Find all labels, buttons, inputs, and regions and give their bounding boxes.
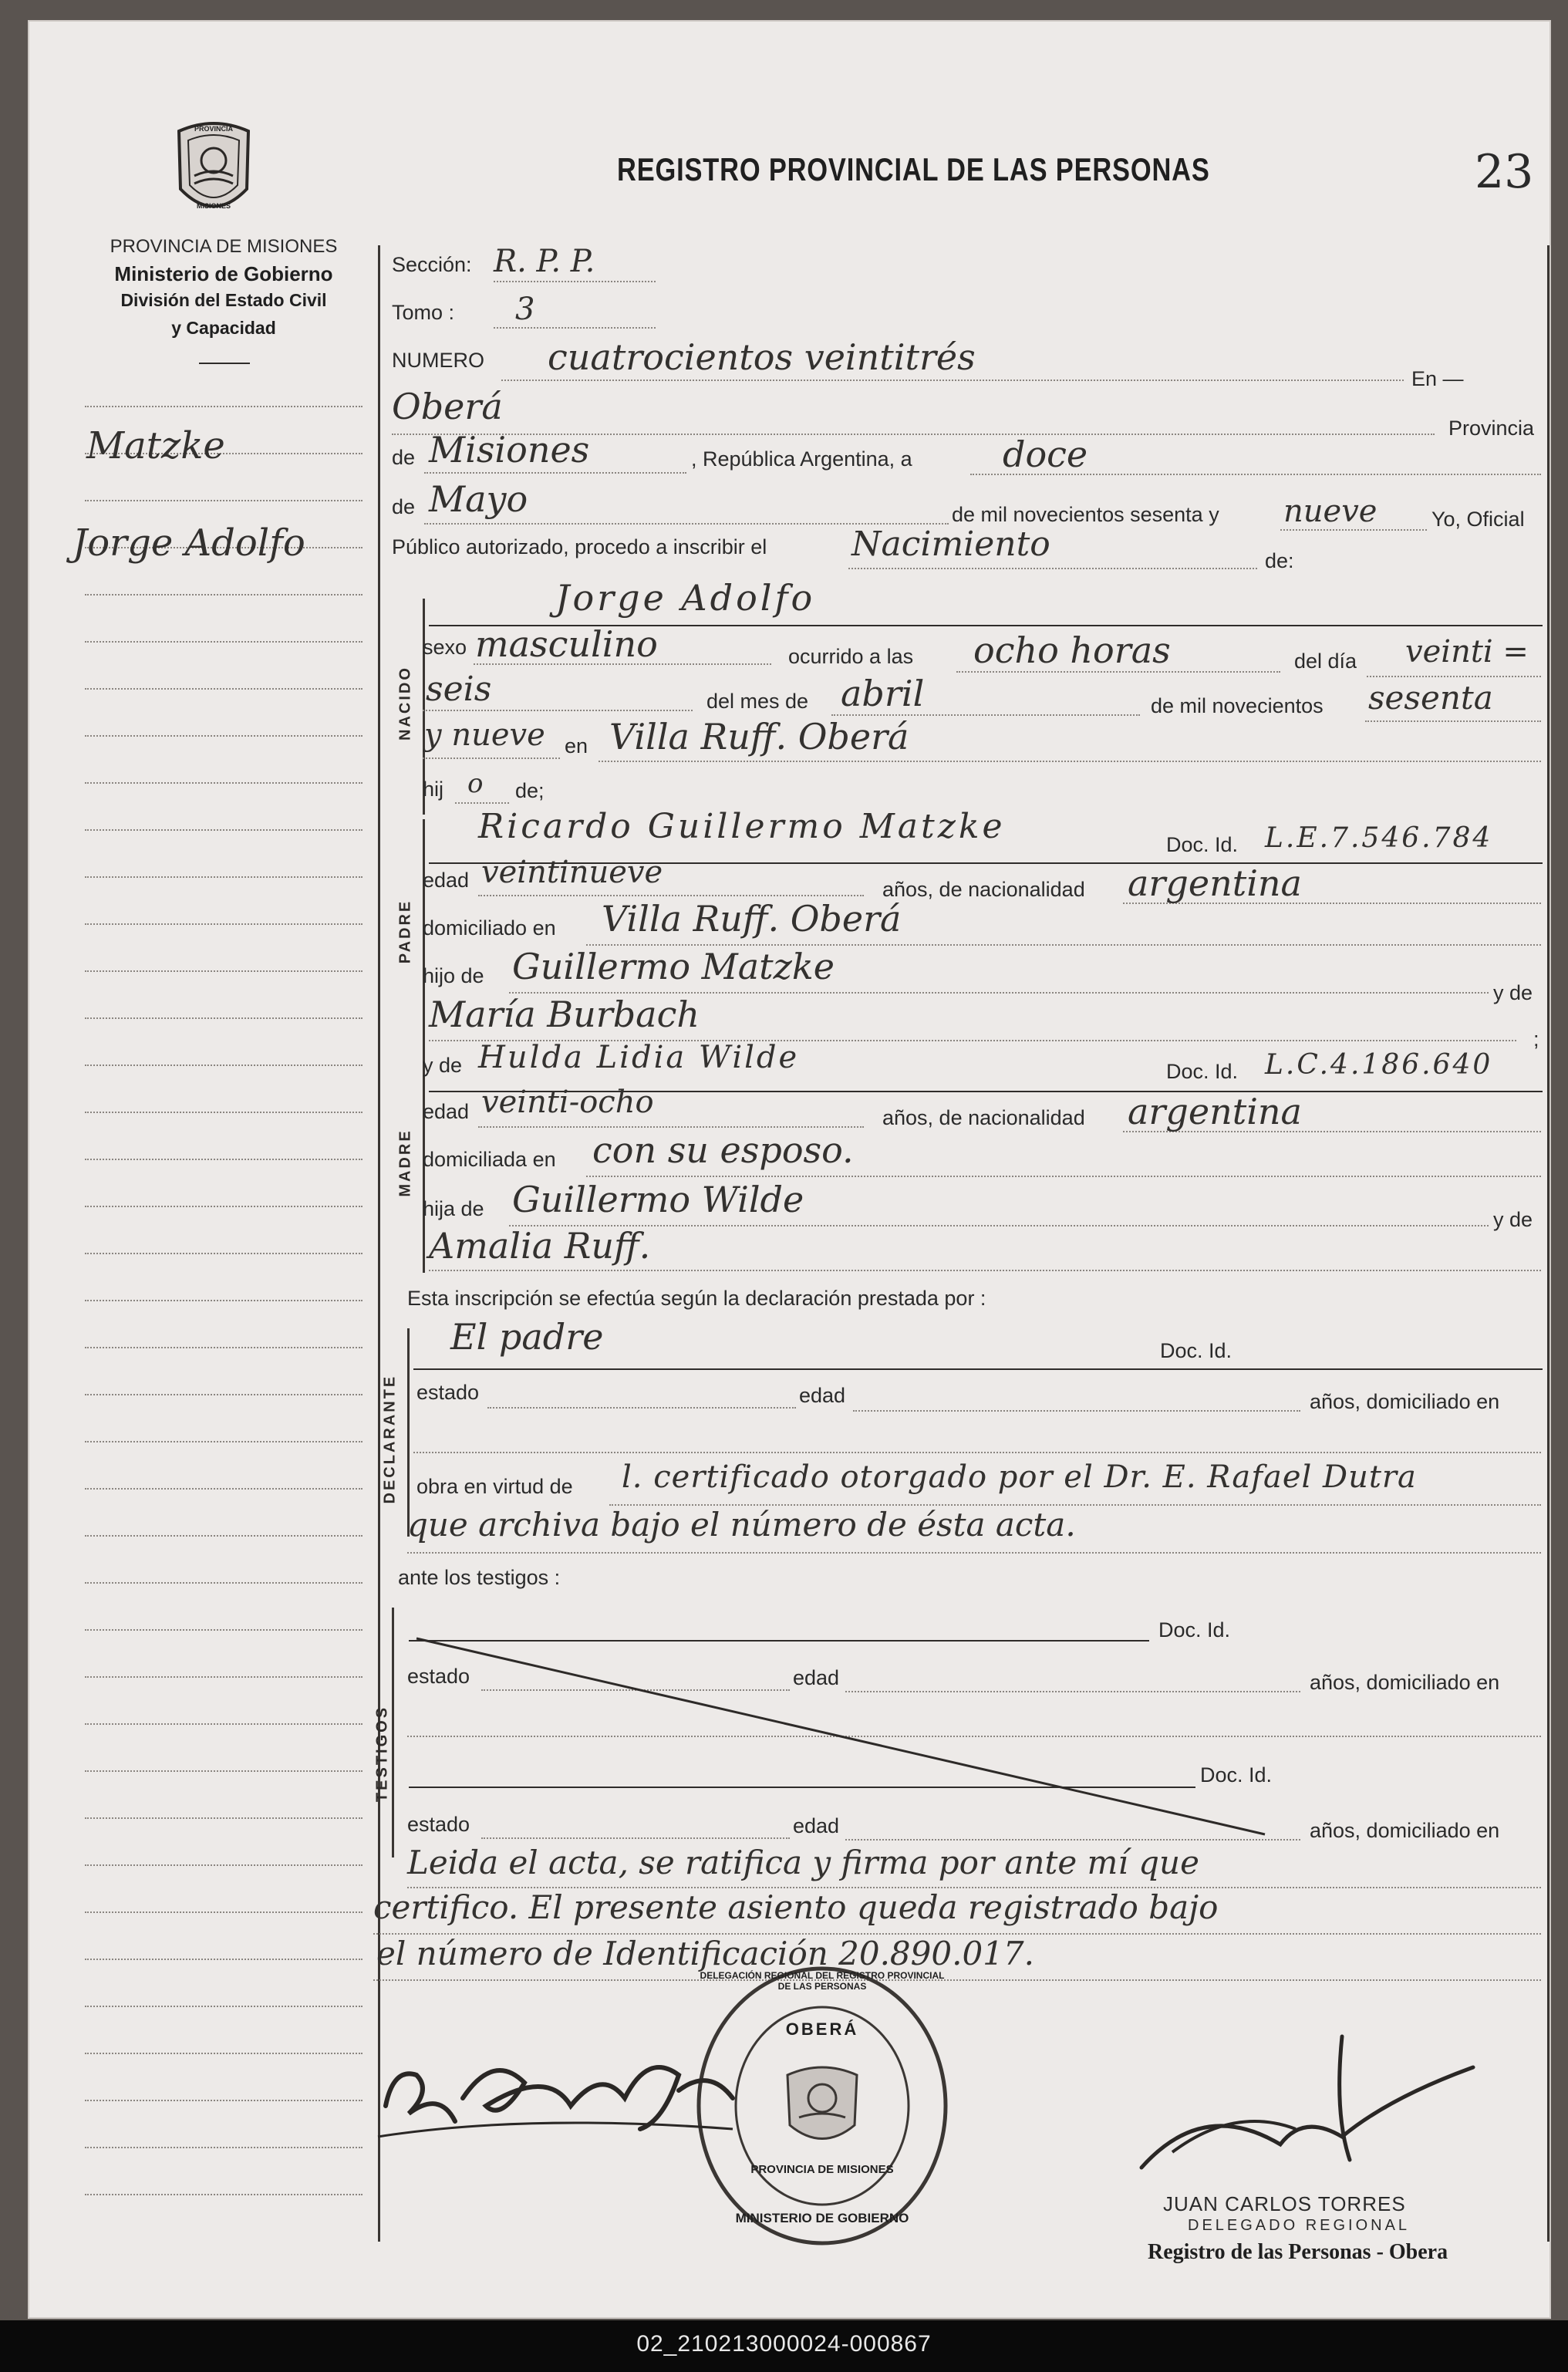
de-mil-label: de mil novecientos [1151, 694, 1324, 717]
declarante-edad-label: edad [799, 1384, 846, 1407]
del-mes-label: del mes de [706, 690, 809, 713]
del-dia-label: del día [1294, 650, 1357, 673]
dia-nac-value-2: seis [426, 670, 492, 709]
emblem-top-text: PROVINCIA [194, 125, 233, 133]
mes-value: Mayo [429, 478, 528, 520]
tomo-value: 3 [515, 292, 535, 327]
de-mil-sesenta-label: de mil novecientos sesenta y [952, 503, 1219, 526]
seccion-value: R. P. P. [494, 244, 595, 279]
madre-nac-label: años, de nacionalidad [882, 1106, 1085, 1129]
sexo-label: sexo [423, 636, 467, 659]
de-label-2: de [392, 495, 416, 518]
emblem-bottom-text: MISIONES [196, 202, 231, 210]
madre-nombre-value: Hulda Lidia Wilde [478, 1040, 800, 1075]
hija-de-label: hija de [423, 1197, 484, 1220]
obra-value-2: que archiva bajo el número de ésta acta. [407, 1506, 1076, 1544]
nombre-value: Jorge Adolfo [555, 577, 816, 619]
padre-doc-value: L.E.7.546.784 [1265, 822, 1493, 854]
numero-label: NUMERO [392, 349, 484, 372]
nacido-side-label: NACIDO [396, 666, 414, 741]
lugar-nac-value: Villa Ruff. Oberá [609, 716, 909, 757]
testigo2-doc-label: Doc. Id. [1200, 1763, 1273, 1787]
cierre-line-3-rule [373, 1979, 1541, 1981]
declarante-anos-label: años, domiciliado en [1310, 1390, 1500, 1413]
seal-city: OBERÁ [785, 2019, 859, 2039]
cierre-line-2: certifico. El presente asiento queda registrado bajo [373, 1888, 1219, 1926]
acto-value: Nacimiento [851, 525, 1050, 564]
declarante-value: El padre [450, 1316, 604, 1358]
document-title: REGISTRO PROVINCIAL DE LAS PERSONAS [617, 151, 1210, 187]
image-id-caption: 02_210213000024-000867 [636, 2331, 932, 2357]
anio-nac-value-2: y nueve [424, 717, 545, 753]
madre-doc-value: L.C.4.186.640 [1265, 1049, 1493, 1081]
margin-surname: Matzke [86, 424, 225, 467]
testigo2-anos-label: años, domiciliado en [1310, 1819, 1500, 1842]
obra-value-1: l. certificado otorgado por el Dr. E. Rafael Dutra [622, 1459, 1417, 1495]
anio-nac-value-1: sesenta [1368, 679, 1493, 717]
testigo2-estado-label: estado [407, 1813, 470, 1836]
office-line-4: y Capacidad [171, 318, 276, 338]
seccion-label: Sección: [392, 253, 472, 276]
testigo1-edad-label: edad [793, 1666, 840, 1689]
office-line-3: División del Estado Civil [120, 290, 327, 310]
republica-label: , República Argentina, a [691, 447, 912, 471]
seal-province: PROVINCIA DE MISIONES [750, 2163, 894, 2176]
localidad-value: Oberá [392, 386, 503, 427]
testigos-label: ante los testigos : [398, 1566, 561, 1589]
padre-nac-label: años, de nacionalidad [882, 878, 1085, 901]
madre-edad-value: veinti-ocho [481, 1085, 654, 1120]
padre-edad-value: veintinueve [481, 855, 663, 890]
testigo1-anos-label: años, domiciliado en [1310, 1671, 1500, 1694]
testigo2-edad-label: edad [793, 1814, 840, 1837]
publico-label: Público autorizado, procedo a inscribir el [392, 535, 767, 558]
cierre-line-3: el número de Identificación 20.890.017. [376, 1935, 1034, 1972]
testigos-side-label: TESTIGOS [373, 1705, 391, 1803]
official-name: JUAN CARLOS TORRES [1163, 2192, 1406, 2215]
official-office: Registro de las Personas - Obera [1148, 2240, 1448, 2264]
seal-outer-text: DELEGACIÓN REGIONAL DEL REGISTRO PROVINCIAL DE LAS PERSONAS [700, 1970, 945, 1992]
anio-value: nueve [1283, 494, 1377, 529]
dia-value: doce [1003, 434, 1088, 475]
hijo-de-label: hijo de [423, 964, 484, 987]
office-line-1: PROVINCIA DE MISIONES [110, 236, 338, 257]
official-role: DELEGADO REGIONAL [1188, 2217, 1411, 2234]
padre-domicilio-value: Villa Ruff. Oberá [602, 898, 902, 940]
de-colon-label: de: [1265, 549, 1294, 572]
testigo1-estado-label: estado [407, 1665, 470, 1688]
de-semicolon-label: de; [515, 779, 545, 802]
madre-domicilio-label: domiciliada en [423, 1148, 556, 1171]
hora-value: ocho horas [973, 629, 1171, 671]
declaracion-label: Esta inscripción se efectúa según la declaración prestada por : [407, 1287, 986, 1310]
signature-right [1111, 2021, 1496, 2183]
madre-domicilio-value: con su esposo. [592, 1129, 854, 1171]
cierre-line-1: Leida el acta, se ratifica y firma por ante mí que [407, 1844, 1199, 1881]
sexo-value: masculino [475, 623, 658, 665]
abuelo-materno-value: Guillermo Wilde [512, 1179, 804, 1220]
office-line-2: Ministerio de Gobierno [114, 262, 333, 285]
semicolon-label: ; [1533, 1027, 1539, 1051]
testigo1-doc-label: Doc. Id. [1158, 1618, 1231, 1642]
y-de-label-1: y de [1493, 981, 1533, 1004]
margin-given-names: Jorge Adolfo [72, 521, 305, 565]
abuela-materna-value: Amalia Ruff. [429, 1225, 651, 1267]
abuela-paterna-value: María Burbach [429, 994, 700, 1035]
madre-side-label: MADRE [396, 1129, 414, 1197]
padre-doc-label: Doc. Id. [1166, 833, 1239, 856]
padre-nombre-value: Ricardo Guillermo Matzke [478, 807, 1006, 846]
madre-doc-label: Doc. Id. [1166, 1060, 1239, 1083]
y-de-madre-label: y de [423, 1054, 463, 1077]
declarante-side-label: DECLARANTE [381, 1374, 399, 1504]
declarante-estado-label: estado [416, 1381, 480, 1404]
en-lugar-label: en [565, 734, 588, 757]
padre-edad-label: edad [423, 869, 470, 892]
hijo-sufijo-value: o [467, 768, 484, 799]
declarante-doc-label: Doc. Id. [1160, 1339, 1232, 1362]
en-label: En — [1411, 367, 1464, 390]
page-number: 23 [1475, 145, 1534, 199]
de-label-1: de [392, 446, 416, 469]
madre-edad-label: edad [423, 1100, 470, 1123]
signature-left [370, 2021, 771, 2160]
obra-label: obra en virtud de [416, 1475, 573, 1498]
y-de-label-2: y de [1493, 1208, 1533, 1231]
padre-nac-value: argentina [1128, 862, 1302, 904]
seal-ministry: MINISTERIO DE GOBIERNO [735, 2211, 909, 2225]
ocurrido-label: ocurrido a las [788, 645, 914, 668]
mes-nac-value: abril [841, 673, 925, 714]
madre-nac-value: argentina [1128, 1091, 1302, 1132]
hijo-label: hij [423, 778, 444, 801]
padre-side-label: PADRE [396, 899, 414, 964]
yo-oficial-label: Yo, Oficial [1431, 508, 1525, 531]
numero-value: cuatrocientos veintitrés [548, 336, 976, 378]
tomo-label: Tomo : [392, 301, 455, 324]
abuelo-paterno-value: Guillermo Matzke [512, 946, 835, 987]
provincia-label: Provincia [1448, 417, 1535, 440]
provincia-value: Misiones [429, 429, 590, 471]
dia-nac-value-1: veinti = [1405, 634, 1529, 670]
padre-domicilio-label: domiciliado en [423, 916, 556, 940]
